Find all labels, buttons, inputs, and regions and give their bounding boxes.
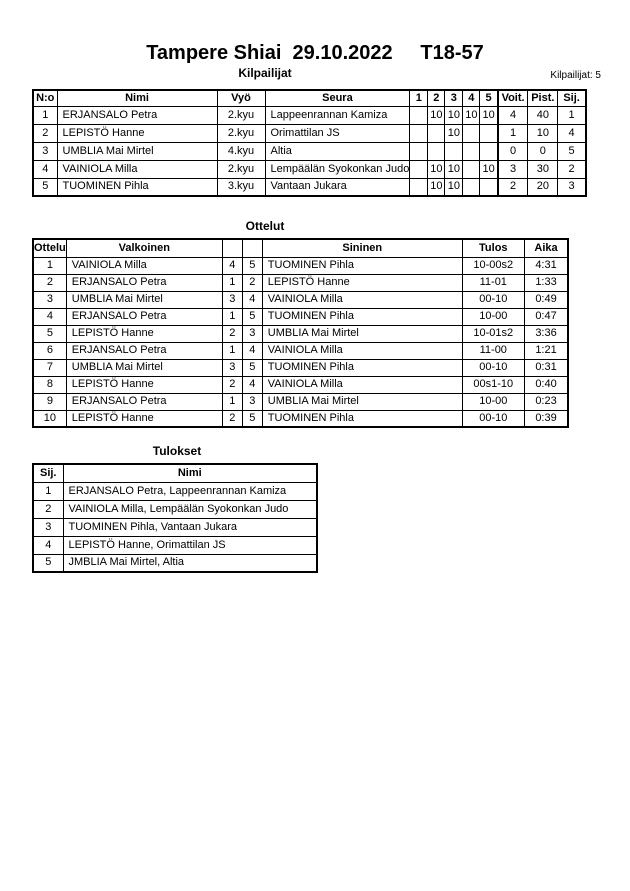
cell-blue-no: 5 (242, 257, 262, 274)
cell-score-1 (410, 160, 428, 178)
col-header-1: 1 (410, 90, 428, 106)
cell-sij: 4 (558, 124, 586, 142)
cell-blue-no: 5 (242, 410, 262, 427)
col-header-valkoinen: Valkoinen (66, 239, 222, 257)
competitor-row (33, 124, 586, 142)
cell-pist: 30 (528, 160, 558, 178)
cell-white-name: ERJANSALO Petra (66, 342, 222, 359)
cell-match-no: 9 (33, 393, 66, 410)
cell-score-4 (463, 142, 480, 160)
col-header-3: 3 (445, 90, 463, 106)
cell-score-2 (428, 124, 445, 142)
cell-blue-name: VAINIOLA Milla (262, 342, 462, 359)
cell-blue-no: 5 (242, 359, 262, 376)
cell-white-no: 3 (222, 359, 242, 376)
cell-pist: 40 (528, 106, 558, 124)
cell-blue-no: 4 (242, 342, 262, 359)
cell-voit: 3 (498, 160, 528, 178)
cell-time: 0:39 (524, 410, 568, 427)
cell-name-club: VAINIOLA Milla, Lempäälän Syokonkan Judo (63, 500, 317, 518)
match-row (33, 274, 568, 291)
cell-name-club: LEPISTÖ Hanne, Orimattilan JS (63, 536, 317, 554)
cell-pist: 20 (528, 178, 558, 196)
cell-blue-name: TUOMINEN Pihla (262, 257, 462, 274)
cell-score-5: 10 (480, 160, 498, 178)
cell-result: 10-00 (462, 308, 524, 325)
col-header-sininen: Sininen (262, 239, 462, 257)
col-header-pist: Pist. (528, 90, 558, 106)
cell-score-3 (445, 142, 463, 160)
cell-time: 1:33 (524, 274, 568, 291)
cell-score-1 (410, 124, 428, 142)
cell-score-2: 10 (428, 178, 445, 196)
cell-match-no: 3 (33, 291, 66, 308)
col-header-vyo: Vyö (217, 90, 265, 106)
cell-sij: 5 (558, 142, 586, 160)
cell-blue-name: UMBLIA Mai Mirtel (262, 325, 462, 342)
cell-vyo: 4.kyu (217, 142, 265, 160)
cell-time: 3:36 (524, 325, 568, 342)
cell-white-name: ERJANSALO Petra (66, 393, 222, 410)
cell-white-name: LEPISTÖ Hanne (66, 325, 222, 342)
col-header-2: 2 (428, 90, 445, 106)
cell-blue-no: 4 (242, 376, 262, 393)
cell-match-no: 4 (33, 308, 66, 325)
cell-match-no: 7 (33, 359, 66, 376)
cell-match-no: 10 (33, 410, 66, 427)
cell-score-2: 10 (428, 106, 445, 124)
cell-white-no: 1 (222, 342, 242, 359)
cell-nro: 4 (33, 160, 57, 178)
cell-match-no: 8 (33, 376, 66, 393)
cell-vyo: 3.kyu (217, 178, 265, 196)
cell-pist: 10 (528, 124, 558, 142)
cell-vyo: 2.kyu (217, 124, 265, 142)
cell-nimi: LEPISTÖ Hanne (57, 124, 217, 142)
col-header-seura: Seura (265, 90, 410, 106)
cell-blue-no: 4 (242, 291, 262, 308)
col-header-voit: Voit. (498, 90, 528, 106)
cell-result: 10-00 (462, 393, 524, 410)
cell-sij: 3 (558, 178, 586, 196)
cell-voit: 0 (498, 142, 528, 160)
cell-score-1 (410, 106, 428, 124)
page-title: Tampere Shiai 29.10.2022 T18-57 (146, 42, 484, 64)
cell-time: 1:21 (524, 342, 568, 359)
cell-score-4 (463, 178, 480, 196)
cell-blue-no: 3 (242, 325, 262, 342)
cell-nimi: UMBLIA Mai Mirtel (57, 142, 217, 160)
cell-white-name: ERJANSALO Petra (66, 308, 222, 325)
cell-white-no: 2 (222, 325, 242, 342)
results-header-row (33, 464, 317, 482)
cell-time: 0:49 (524, 291, 568, 308)
cell-nro: 1 (33, 106, 57, 124)
cell-score-1 (410, 178, 428, 196)
match-row (33, 359, 568, 376)
cell-score-2: 10 (428, 160, 445, 178)
cell-result: 00-10 (462, 359, 524, 376)
cell-score-3: 10 (445, 124, 463, 142)
cell-place: 1 (33, 482, 63, 500)
cell-match-no: 6 (33, 342, 66, 359)
cell-white-no: 3 (222, 291, 242, 308)
cell-score-1 (410, 142, 428, 160)
col-header-nimi: Nimi (63, 464, 317, 482)
cell-white-no: 4 (222, 257, 242, 274)
competitor-row (33, 142, 586, 160)
cell-time: 0:31 (524, 359, 568, 376)
match-row (33, 325, 568, 342)
col-header-nimi: Nimi (57, 90, 217, 106)
competitors-header-row (33, 90, 586, 106)
cell-sij: 2 (558, 160, 586, 178)
col-header-ottelu: Ottelu (33, 239, 66, 257)
cell-score-4 (463, 124, 480, 142)
match-row (33, 393, 568, 410)
cell-white-name: UMBLIA Mai Mirtel (66, 359, 222, 376)
cell-result: 00-10 (462, 291, 524, 308)
cell-white-no: 1 (222, 274, 242, 291)
matches-header-row (33, 239, 568, 257)
cell-match-no: 5 (33, 325, 66, 342)
cell-name-club: JMBLIA Mai Mirtel, Altia (63, 554, 317, 572)
cell-voit: 4 (498, 106, 528, 124)
col-header-aika: Aika (524, 239, 568, 257)
cell-score-4 (463, 160, 480, 178)
cell-white-name: VAINIOLA Milla (66, 257, 222, 274)
competitor-row (33, 106, 586, 124)
cell-time: 0:47 (524, 308, 568, 325)
cell-sij: 1 (558, 106, 586, 124)
cell-blue-no: 5 (242, 308, 262, 325)
section-title-kilpailijat: Kilpailijat (238, 66, 292, 80)
cell-voit: 1 (498, 124, 528, 142)
competitor-row (33, 178, 586, 196)
cell-nimi: VAINIOLA Milla (57, 160, 217, 178)
cell-name-club: TUOMINEN Pihla, Vantaan Jukara (63, 518, 317, 536)
cell-time: 0:40 (524, 376, 568, 393)
cell-pist: 0 (528, 142, 558, 160)
cell-score-3: 10 (445, 160, 463, 178)
cell-blue-no: 2 (242, 274, 262, 291)
cell-white-no: 2 (222, 410, 242, 427)
cell-blue-no: 3 (242, 393, 262, 410)
cell-white-no: 1 (222, 393, 242, 410)
cell-score-5: 10 (480, 106, 498, 124)
cell-result: 11-00 (462, 342, 524, 359)
cell-score-4: 10 (463, 106, 480, 124)
cell-blue-name: VAINIOLA Milla (262, 291, 462, 308)
cell-match-no: 1 (33, 257, 66, 274)
cell-score-5 (480, 124, 498, 142)
result-row (33, 482, 317, 500)
match-row (33, 376, 568, 393)
cell-result: 11-01 (462, 274, 524, 291)
cell-score-5 (480, 142, 498, 160)
cell-score-3: 10 (445, 178, 463, 196)
result-row (33, 554, 317, 572)
cell-result: 10-01s2 (462, 325, 524, 342)
cell-seura: Vantaan Jukara (265, 178, 410, 196)
match-row (33, 308, 568, 325)
section-title-ottelut: Ottelut (245, 219, 285, 233)
match-row (33, 257, 568, 274)
cell-time: 0:23 (524, 393, 568, 410)
cell-place: 4 (33, 536, 63, 554)
competitors-table (32, 89, 587, 197)
cell-white-name: LEPISTÖ Hanne (66, 410, 222, 427)
cell-result: 00-10 (462, 410, 524, 427)
cell-nro: 2 (33, 124, 57, 142)
match-row (33, 342, 568, 359)
cell-blue-name: VAINIOLA Milla (262, 376, 462, 393)
cell-blue-name: TUOMINEN Pihla (262, 410, 462, 427)
cell-score-5 (480, 178, 498, 196)
cell-white-name: ERJANSALO Petra (66, 274, 222, 291)
result-row (33, 500, 317, 518)
cell-white-no: 1 (222, 308, 242, 325)
col-header-4: 4 (463, 90, 480, 106)
cell-nro: 5 (33, 178, 57, 196)
cell-vyo: 2.kyu (217, 160, 265, 178)
cell-voit: 2 (498, 178, 528, 196)
col-header-nro: N:o (33, 90, 57, 106)
cell-nimi: ERJANSALO Petra (57, 106, 217, 124)
competitor-count: Kilpailijat: 5 (550, 70, 601, 81)
cell-score-3: 10 (445, 106, 463, 124)
cell-nimi: TUOMINEN Pihla (57, 178, 217, 196)
cell-blue-name: UMBLIA Mai Mirtel (262, 393, 462, 410)
result-row (33, 518, 317, 536)
cell-blue-name: TUOMINEN Pihla (262, 308, 462, 325)
cell-blue-name: TUOMINEN Pihla (262, 359, 462, 376)
col-header-white-no (222, 239, 242, 257)
section-title-tulokset: Tulokset (152, 444, 202, 458)
cell-white-no: 2 (222, 376, 242, 393)
result-row (33, 536, 317, 554)
cell-match-no: 2 (33, 274, 66, 291)
cell-place: 2 (33, 500, 63, 518)
cell-white-name: LEPISTÖ Hanne (66, 376, 222, 393)
cell-result: 00s1-10 (462, 376, 524, 393)
cell-score-2 (428, 142, 445, 160)
col-header-sij: Sij. (33, 464, 63, 482)
cell-blue-name: LEPISTÖ Hanne (262, 274, 462, 291)
col-header-tulos: Tulos (462, 239, 524, 257)
matches-table (32, 238, 569, 428)
col-header-blue-no (242, 239, 262, 257)
cell-seura: Lempäälän Syokonkan Judo (265, 160, 410, 178)
cell-seura: Altia (265, 142, 410, 160)
match-row (33, 291, 568, 308)
competitor-row (33, 160, 586, 178)
cell-vyo: 2.kyu (217, 106, 265, 124)
col-header-5: 5 (480, 90, 498, 106)
results-table (32, 463, 318, 573)
cell-time: 4:31 (524, 257, 568, 274)
col-header-sij: Sij. (558, 90, 586, 106)
match-row (33, 410, 568, 427)
cell-place: 5 (33, 554, 63, 572)
cell-white-name: UMBLIA Mai Mirtel (66, 291, 222, 308)
cell-nro: 3 (33, 142, 57, 160)
cell-place: 3 (33, 518, 63, 536)
cell-seura: Orimattilan JS (265, 124, 410, 142)
cell-name-club: ERJANSALO Petra, Lappeenrannan Kamiza (63, 482, 317, 500)
cell-result: 10-00s2 (462, 257, 524, 274)
cell-seura: Lappeenrannan Kamiza (265, 106, 410, 124)
